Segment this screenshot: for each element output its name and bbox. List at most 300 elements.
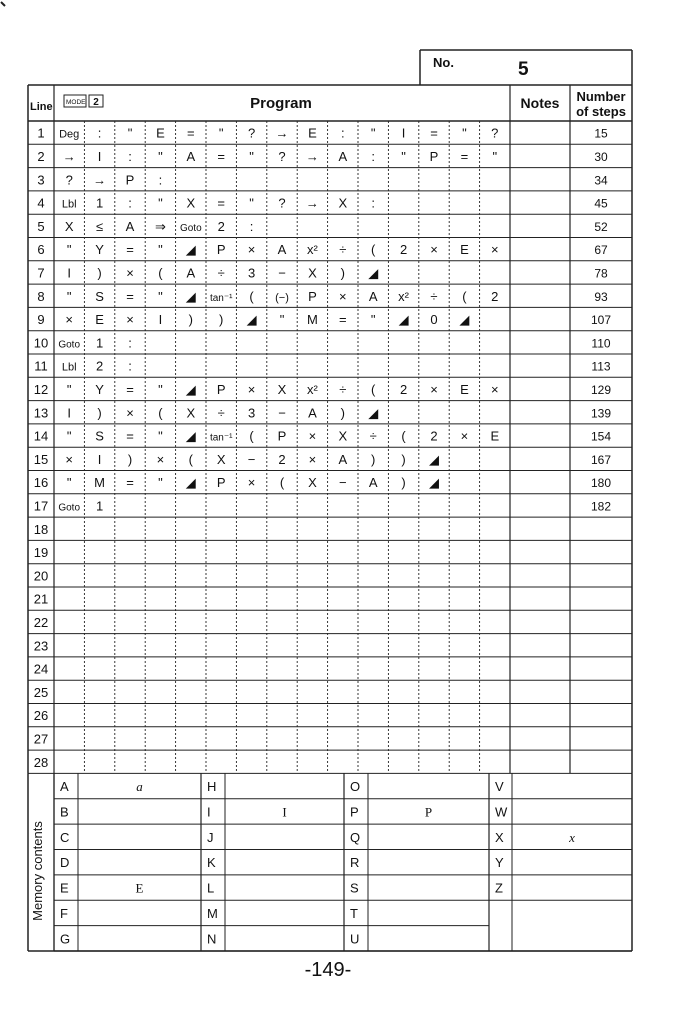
step-count: 107 xyxy=(590,313,612,328)
program-step: ( xyxy=(401,428,406,444)
program-step: x² xyxy=(306,381,318,397)
program-step: = xyxy=(126,381,134,397)
program-step: " xyxy=(158,288,163,304)
program-step: E xyxy=(156,125,165,141)
program-step: ( xyxy=(371,242,376,258)
table-row xyxy=(37,196,608,211)
program-grid-lines xyxy=(28,85,632,773)
table-header xyxy=(30,89,626,119)
program-step: ◢ xyxy=(459,312,470,328)
program-step: ( xyxy=(279,475,285,491)
program-step: M xyxy=(94,475,106,491)
program-step: ) xyxy=(188,312,193,328)
line-number: 10 xyxy=(33,335,49,351)
program-step: ( xyxy=(462,288,467,304)
table-row xyxy=(34,755,48,770)
memory-key: G xyxy=(60,931,71,947)
program-step: E xyxy=(490,428,500,444)
program-step: × xyxy=(308,428,317,444)
memory-key: Q xyxy=(350,829,361,845)
program-step: ◢ xyxy=(246,312,257,328)
line-number: 8 xyxy=(37,288,45,304)
program-header: Program xyxy=(250,95,312,112)
program-step: × xyxy=(491,381,499,397)
program-step: = xyxy=(126,242,134,258)
program-step: 1 xyxy=(95,335,104,351)
program-step: ) xyxy=(219,312,224,328)
program-step: I xyxy=(67,405,72,421)
line-number: 27 xyxy=(33,731,49,747)
line-number: 20 xyxy=(33,568,49,584)
memory-key: H xyxy=(207,779,217,795)
program-step: : xyxy=(371,148,376,164)
program-step: tan⁻¹ xyxy=(209,292,233,304)
table-row xyxy=(34,429,612,444)
program-step: ◢ xyxy=(398,312,409,328)
program-step: = xyxy=(126,475,134,491)
line-number: 1 xyxy=(37,125,45,141)
program-step: ) xyxy=(127,451,133,467)
step-count: 93 xyxy=(594,289,608,304)
line-header: Line xyxy=(30,101,53,113)
step-count: 52 xyxy=(594,219,608,234)
line-number: 17 xyxy=(33,498,49,514)
program-step: × xyxy=(126,405,134,421)
program-step: I xyxy=(97,451,102,467)
program-step: E xyxy=(308,125,317,141)
program-step: 3 xyxy=(247,405,256,421)
program-step: A xyxy=(368,288,378,304)
program-step: X xyxy=(338,195,348,211)
program-step: X xyxy=(338,428,348,444)
program-step: : xyxy=(128,358,132,374)
program-step: 0 xyxy=(430,312,438,328)
program-step: Y xyxy=(95,242,104,258)
program-step: " xyxy=(66,475,72,491)
program-step: ≤ xyxy=(96,218,104,234)
memory-value: E xyxy=(135,880,144,896)
program-step: − xyxy=(278,265,286,281)
program-step: ? xyxy=(278,148,286,164)
program-step: I xyxy=(158,312,163,328)
table-row xyxy=(34,405,612,420)
program-step: ◢ xyxy=(368,265,379,281)
memory-key: W xyxy=(495,804,508,820)
program-step: P xyxy=(216,242,226,258)
table-row xyxy=(37,219,608,234)
memory-key: V xyxy=(495,779,504,795)
memory-key: C xyxy=(60,829,70,845)
memory-key: A xyxy=(60,779,69,795)
program-step: P xyxy=(277,428,287,444)
program-step: " xyxy=(158,428,163,444)
program-step: ( xyxy=(371,381,376,397)
line-number: 26 xyxy=(33,708,49,724)
program-step: ◢ xyxy=(185,288,196,304)
line-number: 22 xyxy=(33,614,49,630)
program-step: × xyxy=(430,381,438,397)
program-step: ◢ xyxy=(185,428,196,444)
program-step: S xyxy=(95,428,104,444)
program-step: × xyxy=(308,451,317,467)
memory-key: S xyxy=(350,880,359,896)
line-number: 18 xyxy=(33,521,49,537)
program-step: ÷ xyxy=(369,428,377,444)
program-number: 5 xyxy=(518,59,529,80)
program-step: ◢ xyxy=(185,475,196,491)
program-step: ⇒ xyxy=(154,218,166,234)
program-step: Lbl xyxy=(61,198,77,211)
program-step: × xyxy=(126,265,134,281)
program-step: x² xyxy=(306,242,318,258)
program-step: × xyxy=(247,475,256,491)
program-step: ( xyxy=(249,288,254,304)
memory-key: Z xyxy=(495,880,503,896)
program-step: X xyxy=(277,381,287,397)
program-step: X xyxy=(186,405,196,421)
step-count: 113 xyxy=(591,359,611,374)
program-step: P xyxy=(125,172,135,188)
program-step: 1 xyxy=(95,195,104,211)
line-number: 28 xyxy=(33,754,49,770)
program-step: ? xyxy=(65,172,73,188)
program-step: − xyxy=(278,405,286,421)
program-step: x² xyxy=(398,288,410,304)
line-number: 16 xyxy=(33,475,49,491)
step-count: 78 xyxy=(594,266,608,281)
program-step: 1 xyxy=(95,498,104,514)
program-step: A xyxy=(338,148,348,164)
program-step: × xyxy=(491,242,499,258)
mode-2-key-icon xyxy=(89,95,103,108)
program-step: S xyxy=(95,288,104,304)
program-step: : xyxy=(128,195,132,211)
table-row xyxy=(37,126,608,141)
program-number-box xyxy=(420,50,632,85)
memory-contents-label: Memory contents xyxy=(30,821,45,921)
program-step: A xyxy=(186,265,196,281)
line-number: 4 xyxy=(37,195,45,211)
program-step: × xyxy=(247,381,256,397)
memory-key: F xyxy=(60,905,68,921)
memory-key: X xyxy=(495,829,504,845)
line-number: 24 xyxy=(33,661,49,677)
table-row xyxy=(34,708,48,723)
program-step: × xyxy=(65,312,73,328)
program-step: − xyxy=(247,451,256,467)
program-step: × xyxy=(65,451,73,467)
step-count: 139 xyxy=(590,406,612,421)
svg-text:2: 2 xyxy=(93,97,99,108)
program-step: tan⁻¹ xyxy=(209,432,233,444)
memory-key: N xyxy=(207,931,217,947)
program-step: 2 xyxy=(278,451,286,467)
line-number: 15 xyxy=(33,451,49,467)
memory-key: I xyxy=(207,804,211,820)
program-step: (−) xyxy=(275,291,289,304)
table-row xyxy=(37,242,608,257)
program-step: " xyxy=(249,195,254,211)
line-number: 5 xyxy=(37,218,45,234)
program-step: ? xyxy=(247,125,256,141)
step-count: 67 xyxy=(594,243,608,258)
program-step: " xyxy=(462,125,467,141)
program-step: ( xyxy=(188,451,193,467)
memory-key: D xyxy=(60,855,70,871)
program-step: × xyxy=(156,451,165,467)
step-count: 182 xyxy=(590,499,612,514)
program-step: = xyxy=(126,428,134,444)
program-step: 2 xyxy=(95,358,104,374)
memory-key: O xyxy=(350,779,361,795)
table-row xyxy=(37,149,608,164)
program-step: I xyxy=(67,265,72,281)
program-step: " xyxy=(66,288,72,304)
notes-header: Notes xyxy=(520,95,560,111)
program-step: ? xyxy=(491,125,499,141)
program-step: ÷ xyxy=(339,381,347,397)
program-step: ◢ xyxy=(429,475,439,491)
line-number: 7 xyxy=(37,265,45,281)
program-step: ) xyxy=(340,265,345,281)
program-step: " xyxy=(492,148,498,164)
program-step: P xyxy=(216,381,226,397)
table-row xyxy=(34,568,48,583)
program-step: " xyxy=(218,125,224,141)
program-step: ◢ xyxy=(429,451,439,467)
program-step: " xyxy=(127,125,133,141)
program-step: 2 xyxy=(430,428,438,444)
line-number: 11 xyxy=(34,358,48,374)
program-step: A xyxy=(308,405,317,421)
line-number: 2 xyxy=(37,148,45,164)
line-number: 19 xyxy=(33,545,49,561)
line-number: 12 xyxy=(33,381,49,397)
program-step: = xyxy=(339,312,347,328)
memory-key: R xyxy=(350,855,360,871)
program-step: ◢ xyxy=(185,381,196,397)
program-step: ) xyxy=(340,405,345,421)
program-step: ) xyxy=(401,475,406,491)
step-count: 110 xyxy=(591,336,611,351)
program-step: ) xyxy=(97,265,102,281)
program-step: : xyxy=(158,172,163,188)
steps-header-line1: Number xyxy=(576,89,626,104)
program-step: × xyxy=(460,428,469,444)
steps-header-line2: of steps xyxy=(576,104,626,119)
line-number: 25 xyxy=(33,684,49,700)
svg-text:MODE: MODE xyxy=(66,99,86,106)
program-step: 2 xyxy=(399,381,408,397)
memory-value: x xyxy=(569,829,575,845)
program-step: X xyxy=(64,218,74,234)
program-step: E xyxy=(460,381,469,397)
program-step: " xyxy=(66,428,72,444)
program-step: : xyxy=(371,195,376,211)
program-step: A xyxy=(277,242,287,258)
program-step: ÷ xyxy=(217,405,225,421)
memory-value: P xyxy=(424,804,433,820)
program-step: " xyxy=(401,148,406,164)
program-step: Goto xyxy=(179,222,202,234)
memory-key: U xyxy=(350,931,360,947)
program-step: → xyxy=(305,148,319,164)
step-count: 30 xyxy=(594,149,608,164)
program-step: ) xyxy=(371,451,376,467)
table-row xyxy=(34,335,611,350)
program-step: Deg xyxy=(59,128,80,141)
program-step: → xyxy=(305,195,319,211)
table-row xyxy=(37,172,608,187)
line-number: 21 xyxy=(33,591,49,607)
program-step: = xyxy=(430,125,438,141)
program-step: ( xyxy=(249,428,254,444)
program-step: X xyxy=(216,451,226,467)
memory-contents-table xyxy=(28,773,632,951)
program-step: ÷ xyxy=(339,242,347,258)
memory-key: L xyxy=(207,880,215,896)
program-step: ) xyxy=(97,405,102,421)
program-step: ÷ xyxy=(217,265,225,281)
table-row xyxy=(37,289,608,304)
program-step: = xyxy=(126,288,134,304)
table-row xyxy=(34,382,612,397)
memory-key: J xyxy=(207,829,214,845)
program-step: = xyxy=(217,195,225,211)
program-step: → xyxy=(62,148,76,164)
memory-key: E xyxy=(60,880,69,896)
table-row xyxy=(34,638,48,653)
program-step: X xyxy=(186,195,196,211)
program-step: Lbl xyxy=(61,361,77,374)
table-row xyxy=(34,615,48,630)
line-number: 23 xyxy=(33,638,49,654)
table-row xyxy=(34,731,48,746)
program-step: : xyxy=(249,218,254,234)
line-number: 13 xyxy=(33,405,49,421)
mode-key-icon xyxy=(64,95,86,107)
program-step: " xyxy=(158,475,163,491)
program-step: " xyxy=(66,242,72,258)
line-number: 14 xyxy=(33,428,49,444)
memory-key: B xyxy=(60,804,69,820)
program-step: " xyxy=(158,148,163,164)
program-step: × xyxy=(126,312,134,328)
table-row xyxy=(34,685,48,700)
program-step: → xyxy=(275,125,289,141)
program-step: X xyxy=(308,475,317,491)
program-step: " xyxy=(158,242,163,258)
program-step: " xyxy=(370,125,376,141)
step-count: 154 xyxy=(590,429,612,444)
program-step: : xyxy=(97,125,102,141)
program-step: P xyxy=(429,148,439,164)
program-step: = xyxy=(187,125,195,141)
memory-key: M xyxy=(207,905,218,921)
table-row xyxy=(34,452,612,467)
program-step: → xyxy=(93,172,107,188)
step-count: 129 xyxy=(590,382,612,397)
program-step: M xyxy=(306,312,318,328)
no-label: No. xyxy=(433,55,454,70)
step-count: 15 xyxy=(594,126,608,141)
program-step: A xyxy=(186,148,196,164)
program-step: = xyxy=(460,148,469,164)
memory-key: P xyxy=(350,804,359,820)
program-step: × xyxy=(247,242,256,258)
memory-key: Y xyxy=(495,855,504,871)
table-row xyxy=(34,359,611,374)
program-step: ( xyxy=(158,265,163,281)
program-step: ◢ xyxy=(368,405,379,421)
program-step: " xyxy=(66,381,72,397)
line-number: 3 xyxy=(37,172,45,188)
program-step: A xyxy=(368,475,378,491)
program-step: I xyxy=(97,148,102,164)
program-step: E xyxy=(460,242,469,258)
program-step: ) xyxy=(401,451,406,467)
program-step: " xyxy=(249,148,254,164)
program-step: Goto xyxy=(58,502,81,514)
table-row xyxy=(34,522,48,537)
table-row xyxy=(34,498,612,513)
program-step: A xyxy=(338,451,348,467)
step-count: 167 xyxy=(590,452,612,467)
program-step: ÷ xyxy=(430,288,438,304)
program-step: = xyxy=(217,148,225,164)
table-row xyxy=(37,312,611,327)
program-step: − xyxy=(339,475,347,491)
line-number: 6 xyxy=(37,242,45,258)
program-step: P xyxy=(216,475,226,491)
program-step: ( xyxy=(158,405,163,421)
step-count: 180 xyxy=(590,476,612,491)
memory-value: I xyxy=(282,804,287,820)
program-step: 2 xyxy=(217,218,225,234)
program-step: 2 xyxy=(491,288,499,304)
line-number: 9 xyxy=(37,312,45,328)
table-row xyxy=(34,545,48,560)
table-row xyxy=(34,475,612,490)
program-step: " xyxy=(370,312,376,328)
program-step: Y xyxy=(95,381,104,397)
program-step: E xyxy=(95,312,104,328)
program-step: × xyxy=(430,242,438,258)
program-step: × xyxy=(339,288,347,304)
program-step: A xyxy=(125,218,135,234)
program-step: " xyxy=(279,312,285,328)
program-step: : xyxy=(128,148,132,164)
memory-value: a xyxy=(136,779,143,795)
memory-key: K xyxy=(207,855,216,871)
program-step: 2 xyxy=(399,242,408,258)
program-step: X xyxy=(308,265,317,281)
table-row xyxy=(37,265,608,280)
program-step: " xyxy=(158,195,163,211)
step-count: 45 xyxy=(594,196,608,211)
memory-key: T xyxy=(350,905,358,921)
table-row xyxy=(34,592,48,607)
step-count: 34 xyxy=(594,173,608,188)
page-number: -149- xyxy=(304,959,352,981)
program-step: " xyxy=(158,381,163,397)
program-step: 3 xyxy=(247,265,256,281)
program-step: : xyxy=(340,125,345,141)
program-step: : xyxy=(128,335,132,351)
program-step: Goto xyxy=(58,339,81,351)
program-step: ? xyxy=(278,195,286,211)
table-row xyxy=(34,662,48,677)
